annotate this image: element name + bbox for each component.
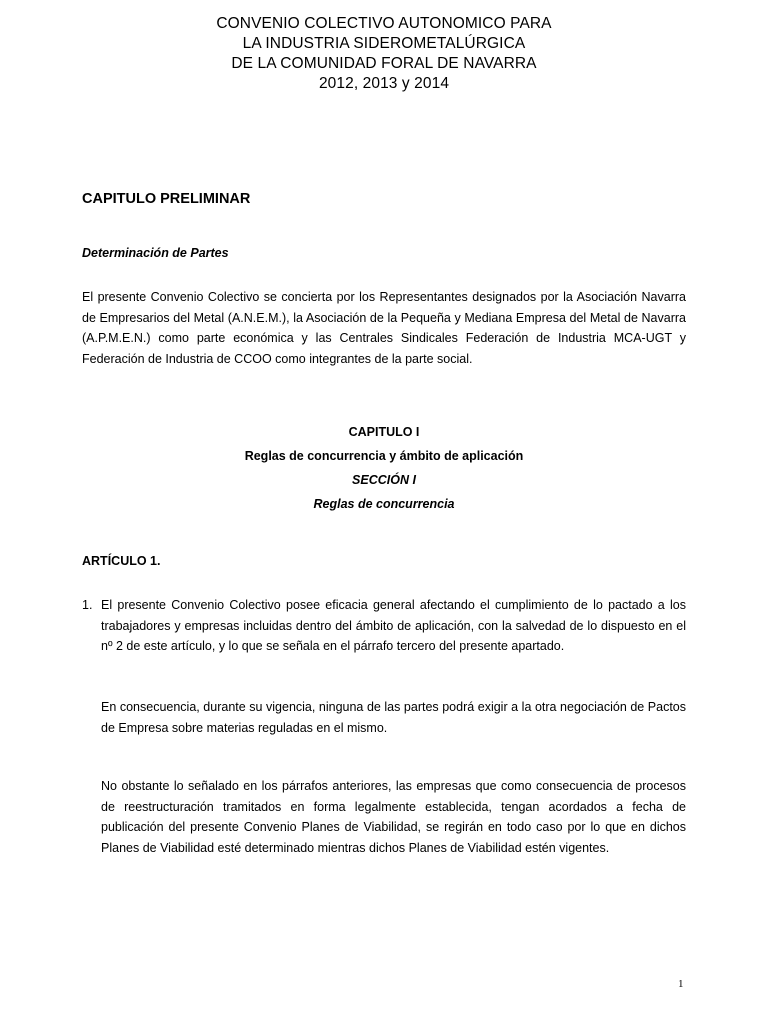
- title-line-3: DE LA COMUNIDAD FORAL DE NAVARRA: [231, 55, 537, 72]
- item-number: 1.: [82, 598, 93, 612]
- article-1-sub-paragraph-1: En consecuencia, durante su vigencia, ninguna de las partes podrá exigir a la otra negociación de Pactos de Empresa sobre materias reguladas en el mismo.: [101, 700, 686, 735]
- section-1-heading: SECCIÓN I: [352, 473, 416, 487]
- parties-subheading: Determinación de Partes: [82, 246, 229, 260]
- section-1-title: Reglas de concurrencia: [313, 497, 455, 511]
- title-line-1: CONVENIO COLECTIVO AUTONOMICO PARA: [216, 15, 552, 32]
- item-text: El presente Convenio Colectivo posee eficacia general afectando el cumplimiento de lo pactado a los trabajadores y empresas incluidas dentro del ámbito de aplicación, con la salvedad de lo dispuesto en el nº 2 de este artículo, y lo que se señala en el párrafo tercero del presente apartado.: [101, 598, 686, 653]
- chapter-1-heading: CAPITULO I: [348, 425, 420, 439]
- preliminary-chapter-heading: CAPITULO PRELIMINAR: [82, 191, 251, 207]
- chapter-1-header: [0, 420, 768, 516]
- article-1-sub-paragraph-2: No obstante lo señalado en los párrafos anteriores, las empresas que como consecuencia de procesos de reestructuración tramitados en forma legalmente establecida, tengan acordados a fecha de publicación del presente Convenio Planes de Viabilidad, se regirán en todo caso por lo que en dichos Planes de Viabilidad esté determinado mientras dichos Planes de Viabilidad estén vigentes.: [101, 779, 686, 855]
- title-line-2: LA INDUSTRIA SIDEROMETALÚRGICA: [242, 35, 526, 52]
- title-line-4: 2012, 2013 y 2014: [318, 75, 450, 92]
- parties-paragraph: El presente Convenio Colectivo se concierta por los Representantes designados por la Asociación Navarra de Empresarios del Metal (A.N.E.M.), la Asociación de la Pequeña y Mediana Empresa del Metal de Navarra (A.P.M.E.N.) como parte económica y las Centrales Sindicales Federación de Industria MCA-UGT y Federación de Industria de CCOO como integrantes de la parte social.: [82, 290, 686, 366]
- article-1-heading: ARTÍCULO 1.: [82, 554, 161, 568]
- document-title: [0, 14, 768, 94]
- chapter-1-subtitle: Reglas de concurrencia y ámbito de aplicación: [244, 449, 524, 463]
- page-number: 1: [678, 978, 684, 990]
